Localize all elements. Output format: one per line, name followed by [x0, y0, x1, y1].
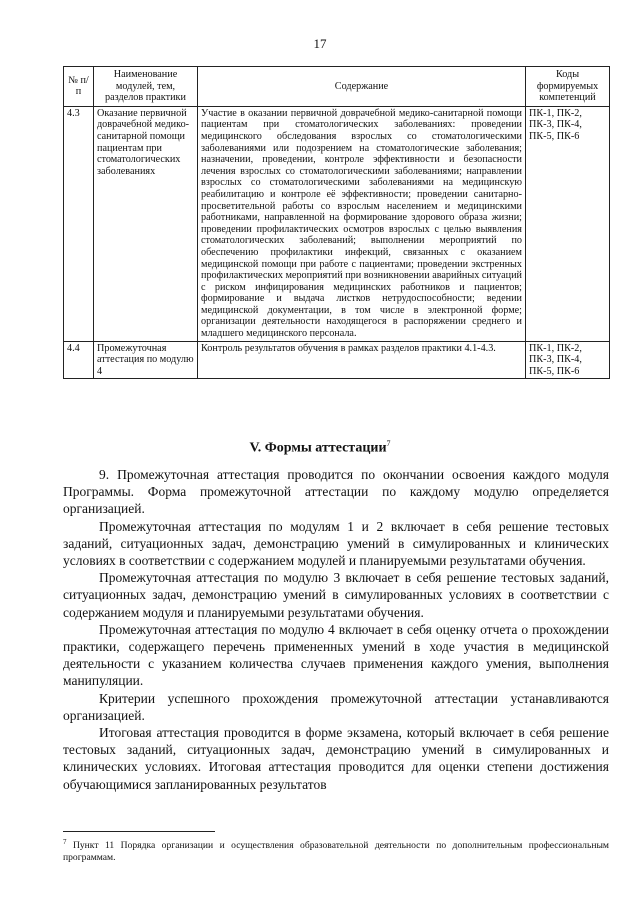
table-header-row	[64, 67, 610, 107]
paragraph: Итоговая аттестация проводится в форме экзамена, который включает в себя решение тестовых заданий, ситуационных задач, демонстрацию умений в симулированных и клинических условиях. Итоговая аттестация проводится для оценки степени достижения обучающимися запланированных результатов	[63, 725, 609, 792]
header-codes: Коды формируемых компетенций	[526, 67, 610, 107]
row-name: Оказание первичной доврачебной медико-санитарной помощи пациентам при стоматологических заболеваниях	[94, 106, 198, 341]
row-content: Контроль результатов обучения в рамках разделов практики 4.1-4.3.	[198, 341, 526, 379]
paragraph: 9. Промежуточная аттестация проводится по окончании освоения каждого модуля Программы. Форма промежуточной аттестации по каждому модулю определяется организацией.	[63, 467, 609, 517]
paragraph: Промежуточная аттестация по модулю 3 включает в себя решение тестовых заданий, ситуационных задач, демонстрацию умений в симулированных условиях в соответствии с содержанием модуля и планируемыми результатами обучения.	[63, 570, 609, 620]
paragraph: Промежуточная аттестация по модулю 4 включает в себя оценку отчета о прохождении практики, содержащего перечень примененных умений в ходе участия в медицинской деятельности с указанием количества случаев применения каждого умения, выполнения манипуляции.	[63, 621, 609, 689]
modules-table	[63, 66, 610, 379]
body-text	[63, 466, 609, 793]
page-number: 17	[313, 36, 327, 51]
section-title-text: V. Формы аттестации	[249, 440, 387, 456]
footnote	[63, 836, 609, 864]
row-num: 4.3	[64, 106, 94, 341]
header-name: Наименование модулей, тем, разделов практики	[94, 67, 198, 107]
section-footnote-marker: 7	[386, 439, 391, 448]
header-num: № п/п	[64, 67, 94, 107]
footnote-marker: 7	[63, 838, 67, 846]
row-name: Промежуточная аттестация по модулю 4	[94, 341, 198, 379]
row-content: Участие в оказании первичной доврачебной медико-санитарной помощи пациентам при стоматологических заболеваниях: проведении медицинского обследования взрослых со стоматологическими заболеваниями или подозрением на стоматологические заболевания; назначении, проведении, контроле эффективности и безопасности лечения взрослых со стоматологическими заболеваниями; направлении взрослых со стоматологическими заболеваниями на медицинскую реабилитацию и контроле её эффективности; проведении санитарно-просветительной работы со взрослым населением и медицинскими работниками, направленной на формирование здорового образа жизни; проведении профилактических осмотров взрослых с целью выявления стоматологических заболеваний; выполнении мероприятий по обеспечению профилактики инфекций, связанных с оказанием медицинской помощи при работе с пациентами; проведении экстренных профилактических мероприятий при возникновении аварийных ситуаций с риском инфицирования медицинских работников и пациентов; формирование и выдача листков нетрудоспособности; ведении медицинской документации, в том числе в электронной форме; организации деятельности находящегося в распоряжении среднего и младшего медицинского персонала.	[198, 106, 526, 341]
row-codes: ПК-1, ПК-2, ПК-3, ПК-4, ПК-5, ПК-6	[526, 106, 610, 341]
paragraph: Промежуточная аттестация по модулям 1 и 2 включает в себя решение тестовых заданий, ситуационных задач, демонстрацию умений в симулированных и клинических условиях в соответствии с содержанием модулей и планируемыми результатами обучения.	[63, 518, 609, 569]
paragraph: Критерии успешного прохождения промежуточной аттестации устанавливаются организацией.	[63, 690, 609, 723]
table-row	[64, 341, 610, 379]
row-num: 4.4	[64, 341, 94, 379]
table-row	[64, 106, 610, 341]
footnote-text: Пункт 11 Порядка организации и осуществления образовательной деятельности по дополнительным профессиональным программам.	[63, 840, 609, 864]
footnote-divider	[63, 831, 215, 832]
header-content: Содержание	[198, 67, 526, 107]
section-title	[0, 439, 640, 457]
row-codes: ПК-1, ПК-2, ПК-3, ПК-4, ПК-5, ПК-6	[526, 341, 610, 379]
